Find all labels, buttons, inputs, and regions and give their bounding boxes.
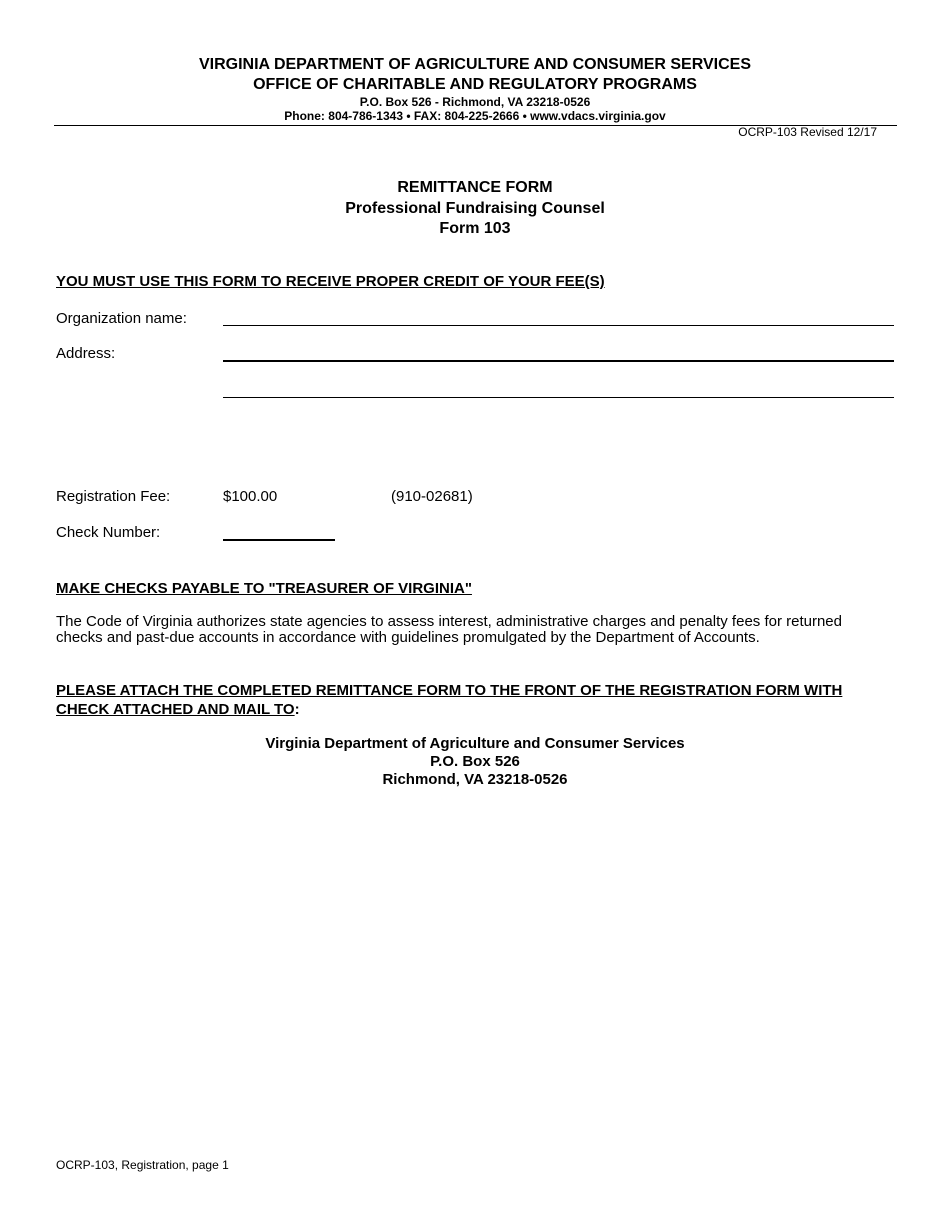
form-subtitle: Professional Fundraising Counsel [345, 200, 605, 217]
check-number-underline [223, 539, 335, 541]
credit-notice: YOU MUST USE THIS FORM TO RECEIVE PROPER CREDIT OF YOUR FEE(S) [56, 273, 605, 290]
mailing-heading-line-1: PLEASE ATTACH THE COMPLETED REMITTANCE FORM TO THE FRONT OF THE REGISTRATION FORM WITH [56, 682, 843, 699]
mailing-address-line-1: Virginia Department of Agriculture and Consumer Services [265, 735, 685, 752]
mailing-address-line-2: P.O. Box 526 [430, 753, 520, 770]
payable-notice-line-1: The Code of Virginia authorizes state agencies to assess interest, administrative charges and penalty fees for returned [56, 613, 842, 630]
address-label: Address: [56, 345, 116, 362]
check-number-label: Check Number: [56, 524, 161, 541]
mailing-heading-text: CHECK ATTACHED AND MAIL TO [56, 701, 295, 718]
organization-name-field[interactable] [223, 306, 894, 324]
page-footer: OCRP-103, Registration, page 1 [56, 1158, 229, 1172]
form-number: Form 103 [439, 220, 511, 237]
address-line-2-field[interactable] [223, 377, 894, 395]
payable-heading: MAKE CHECKS PAYABLE TO "TREASURER OF VIRGINIA" [56, 580, 472, 597]
check-number-field[interactable] [223, 520, 335, 538]
organization-name-underline [223, 325, 894, 326]
mailing-address-line-3: Richmond, VA 23218-0526 [382, 771, 568, 788]
mailing-heading-line-2 [56, 700, 300, 719]
office-name: OFFICE OF CHARITABLE AND REGULATORY PROGRAMS [253, 76, 697, 93]
registration-fee-code: (910-02681) [391, 488, 473, 505]
registration-fee-amount: $100.00 [223, 488, 278, 505]
agency-address: P.O. Box 526 - Richmond, VA 23218-0526 [359, 95, 591, 109]
registration-fee-label: Registration Fee: [56, 488, 171, 505]
form-revision: OCRP-103 Revised 12/17 [738, 125, 877, 139]
mailing-heading-colon: : [294, 701, 300, 718]
agency-contact: Phone: 804-786-1343 • FAX: 804-225-2666 • www.vdacs.virginia.gov [284, 109, 666, 123]
form-title: REMITTANCE FORM [397, 179, 553, 196]
payable-notice-line-2: checks and past-due accounts in accordance with guidelines promulgated by the Department of Accounts. [56, 629, 760, 646]
agency-name: VIRGINIA DEPARTMENT OF AGRICULTURE AND CONSUMER SERVICES [198, 56, 752, 73]
address-line-1-underline [223, 360, 894, 362]
organization-name-label: Organization name: [56, 310, 187, 327]
address-line-2-underline [223, 397, 894, 398]
address-line-1-field[interactable] [223, 341, 894, 359]
